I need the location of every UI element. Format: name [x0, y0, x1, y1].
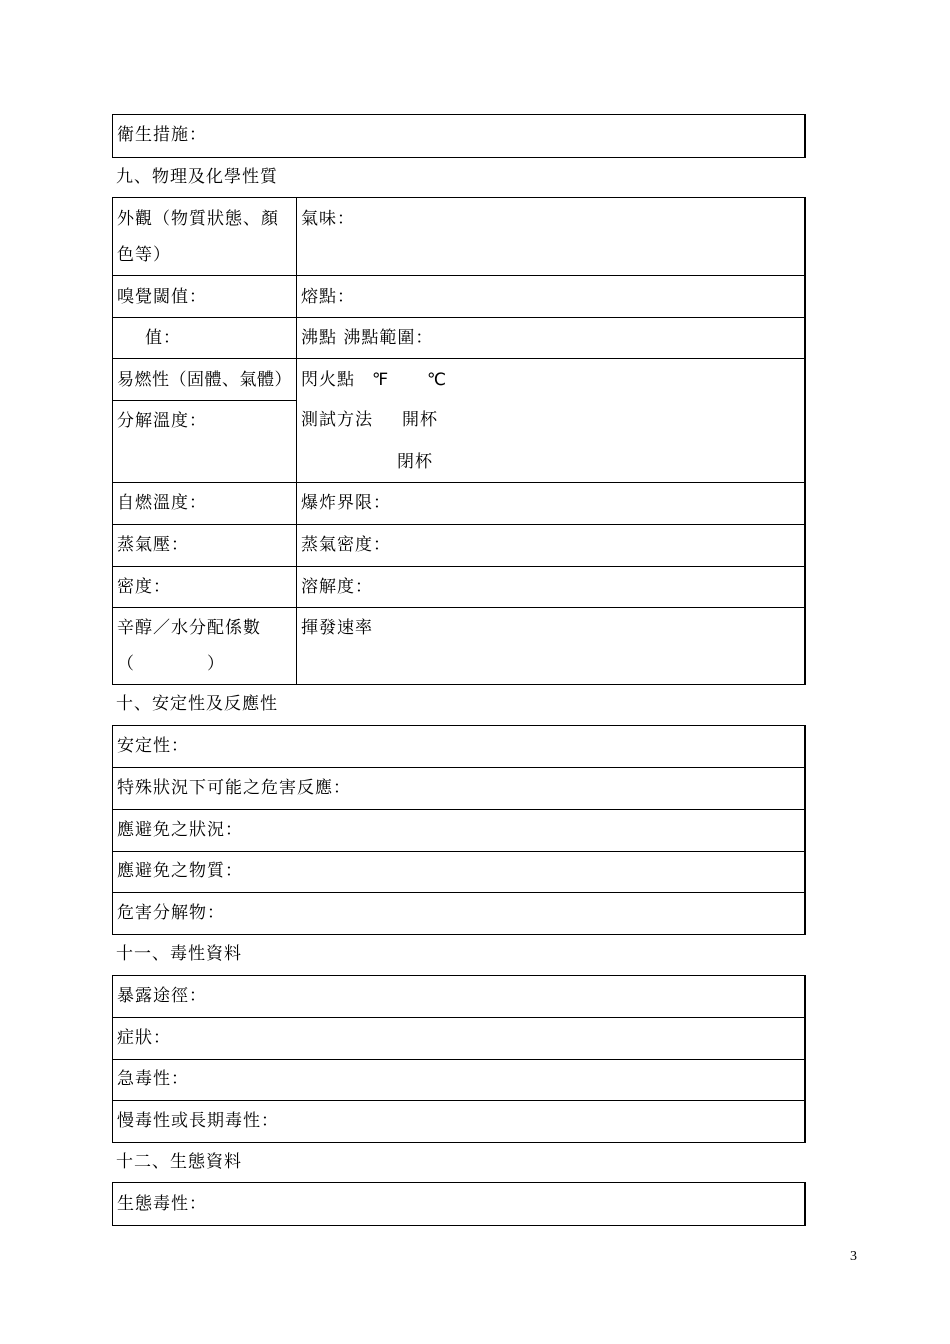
hygiene-box: [112, 114, 806, 158]
appearance-label: 外觀（物質狀態、顏: [117, 209, 279, 229]
column-divider: [296, 197, 297, 685]
row-divider: [112, 1100, 805, 1101]
row-divider: [112, 851, 805, 852]
row-divider: [112, 317, 805, 318]
ph-value-label: 值：: [145, 328, 181, 348]
appearance-label-cont: 色等）: [117, 245, 171, 265]
stability-label: 安定性：: [117, 736, 189, 756]
decomposition-temp-label: 分解溫度：: [117, 411, 207, 431]
test-method-label: 測試方法: [301, 410, 373, 430]
melting-point-label: 熔點：: [301, 287, 355, 307]
section12-heading: 十二、生態資料: [116, 1152, 242, 1172]
row-divider: [112, 482, 805, 483]
conditions-to-avoid-label: 應避免之狀況：: [117, 820, 243, 840]
open-cup-label: 開杯: [402, 410, 438, 430]
section9-heading: 九、物理及化學性質: [116, 167, 278, 187]
flash-point-label: 閃火點: [301, 370, 355, 390]
unit-celsius: ℃: [427, 370, 448, 390]
solubility-label: 溶解度：: [301, 577, 373, 597]
row-divider: [112, 607, 805, 608]
hazardous-reactions-label: 特殊狀況下可能之危害反應：: [117, 778, 351, 798]
density-label: 密度：: [117, 577, 171, 597]
evaporation-rate-label: 揮發速率: [301, 618, 373, 638]
section12-table: [112, 1182, 806, 1226]
flammability-label: 易燃性（固體、氣體）: [117, 370, 292, 390]
odor-threshold-label: 嗅覺閾值：: [117, 287, 207, 307]
partition-coefficient-label: 辛醇／水分配係數: [117, 618, 261, 638]
materials-to-avoid-label: 應避免之物質：: [117, 861, 243, 881]
row-divider: [112, 809, 805, 810]
autoignition-temp-label: 自燃溫度：: [117, 493, 207, 513]
partition-coefficient-paren: （ ）: [117, 654, 225, 674]
unit-fahrenheit: ℉: [372, 370, 390, 390]
row-divider: [112, 400, 297, 401]
vapor-pressure-label: 蒸氣壓：: [117, 535, 189, 555]
closed-cup-label: 閉杯: [397, 452, 433, 472]
ecotoxicity-label: 生態毒性：: [117, 1194, 207, 1214]
explosion-limits-label: 爆炸界限：: [301, 493, 391, 513]
row-divider: [112, 524, 805, 525]
page-number: 3: [850, 1249, 857, 1264]
row-divider: [112, 892, 805, 893]
odor-label: 氣味：: [301, 209, 355, 229]
row-divider: [112, 1017, 805, 1018]
acute-toxicity-label: 急毒性：: [117, 1069, 189, 1089]
row-divider: [112, 358, 805, 359]
section10-heading: 十、安定性及反應性: [116, 694, 278, 714]
vapor-density-label: 蒸氣密度：: [301, 535, 391, 555]
symptoms-label: 症狀：: [117, 1028, 171, 1048]
exposure-route-label: 暴露途徑：: [117, 986, 207, 1006]
row-divider: [112, 566, 805, 567]
row-divider: [112, 275, 805, 276]
boiling-point-label: 沸點 沸點範圍：: [301, 328, 434, 348]
section11-heading: 十一、毒性資料: [116, 944, 242, 964]
decomposition-products-label: 危害分解物：: [117, 903, 225, 923]
row-divider: [112, 1059, 805, 1060]
hygiene-label: 衛生措施：: [117, 125, 207, 145]
row-divider: [112, 767, 805, 768]
section9-table: [112, 197, 806, 685]
chronic-toxicity-label: 慢毒性或長期毒性：: [117, 1111, 279, 1131]
